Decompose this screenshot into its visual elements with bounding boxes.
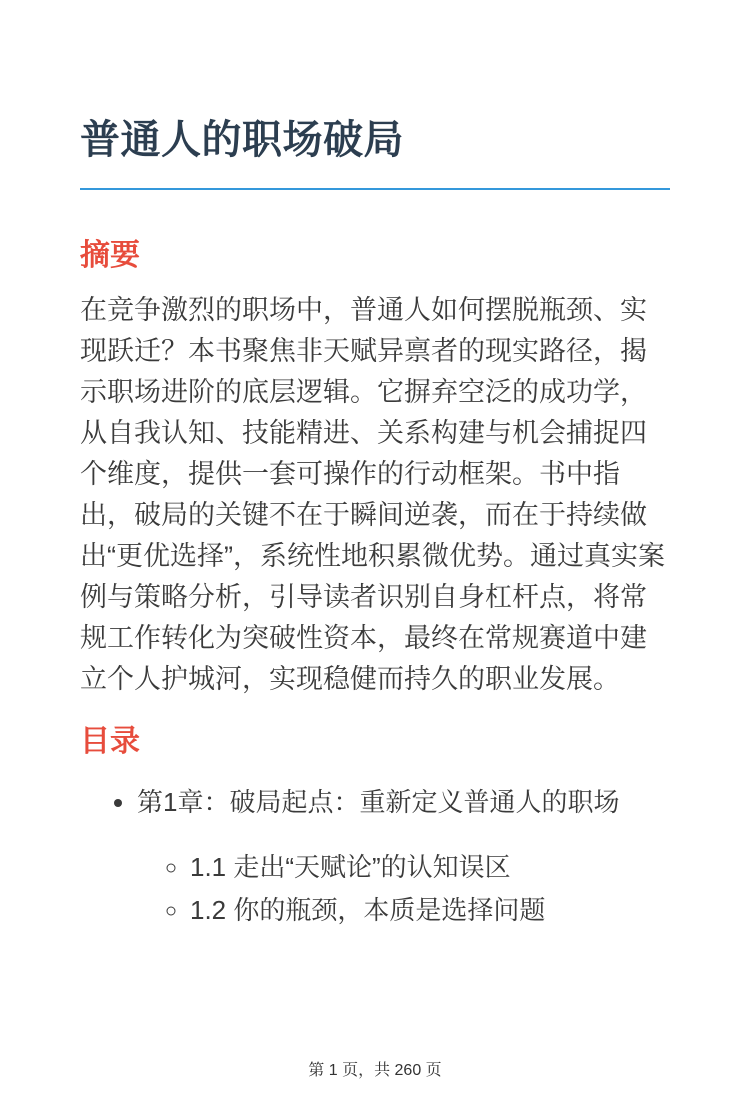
toc-section-item: ◦ 1.1 走出“天赋论”的认知误区	[190, 846, 670, 889]
toc-chapter-label: 第1章：破局起点：重新定义普通人的职场	[137, 787, 620, 817]
page-title: 普通人的职场破局	[80, 116, 670, 190]
document-page	[0, 116, 750, 1116]
toc-heading: 目录	[80, 725, 140, 758]
abstract-body: 在竞争激烈的职场中，普通人如何摆脱瓶颈、实现跃迁？本书聚焦非天赋异禀者的现实路径，揭示职场进阶的底层逻辑。它摒弃空泛的成功学，从自我认知、技能精进、关系构建与机会捕捉四个维度，提供一套可操作的行动框架。书中指出，破局的关键不在于瞬间逆袭，而在于持续做出“更优选择”，系统性地积累微优势。通过真实案例与策略分析，引导读者识别自身杠杆点，将常规工作转化为突破性资本，最终在常规赛道中建立个人护城河，实现稳健而持久的职业发展。	[80, 295, 665, 694]
document-content	[0, 116, 750, 932]
toc-section-list	[137, 846, 670, 932]
abstract-heading: 摘要	[80, 239, 140, 272]
toc-list	[80, 786, 670, 932]
page-number-footer: 第 1 页，共 260 页	[308, 1062, 442, 1079]
toc-chapter-item	[137, 786, 670, 932]
toc-section-item: ◦ 1.2 你的瓶颈，本质是选择问题	[190, 889, 670, 932]
